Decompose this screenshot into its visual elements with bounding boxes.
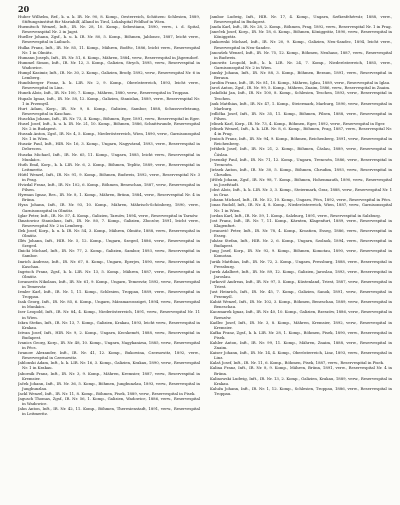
list-entry: Hüttl Wenzel, Inft., IR. Nr. 91, 9. Komp., Böhmen, Budweis, 1892, verw., Reservespital Nr. 3 in Prag. — [18, 171, 200, 182]
list-entry: Hyrman Ignaz, Res., IR. Nr. 8, 1. Komp., Mähren, Brünn, 1884, verw., Reservespital Nr. 4 in Brünn. — [18, 192, 200, 203]
list-entry: Ilnicki Michael, Inft., IR. Nr. 77, 2. Komp., Galizien, Sambor, 1893, verw., Reservespital in Sambor. — [18, 248, 200, 259]
list-entry: Ivanics Georg, Korp., IR. Nr. 48, 10. Komp., Ungarn, Nagykanizsa, 1885, verw., Reservespital in Pécs. — [18, 340, 200, 351]
list-entry: Hulka Franz, Inft., IR. Nr. 85, 11. Komp., Mähren, Bodřic, 1886, leicht verw., Reservespital Nr. 1 in Olmütz. — [18, 44, 200, 55]
list-entry: Ingrisch Franz, Zgsf., k. k. LIR. Nr. 13, 5. Komp., Mähren, 1887, verw., Reservespital in Olmütz. — [18, 268, 200, 279]
list-entry: Jurkovič Andreas, Inft., IR. Nr. 97, 5. Komp., Küstenland, Triest, 1887, verw., Reservespital in Triest. — [210, 278, 392, 289]
list-entry: Kaluža Johann, Inft., IR. Nr. 1, 12. Komp., Schlesien, Troppau, 1886, verw., Reservespital in Troppau. — [210, 385, 392, 396]
list-entry: Jelinek Karl, Korp., IR. Nr. 73, 4. Komp., Böhmen, Eger, 1892, verw., Reservespital in Eger. — [210, 120, 386, 126]
list-entry: Jaskólski Jan, Inft., IR. Nr. 100, 8. Komp., Schlesien, Teschen, 1893, verw., Reservespital in Teschen. — [210, 90, 392, 101]
list-entry: Jurek Adalbert, Inft., IR. Nr. 89, 12. Komp., Galizien, Jaroslau, 1893, verw., Reservespital in Jaroslau. — [210, 268, 392, 279]
list-entry: Iwanow Alexander, Inft., IR. Nr. 41, 12. Komp., Bukowina, Czernowitz, 1892, verw., Reservespital in Czernowitz. — [18, 350, 200, 361]
list-entry: Jarolím Franz, Inft., IR. Nr. 81, 10. Komp., Mähren, Iglau, 1889, verw., Reservespital in Iglau. — [210, 80, 391, 86]
list-entry: Kafka Franz, Zgsf., k. k. LIR. Nr. 28, 1. Komp., Böhmen, Pisek, 1890, verw., Reservespital in Pisek. — [210, 329, 392, 340]
list-entry: Jovanović Peter, Inft., IR. Nr. 78, 4. Komp., Kroatien, Esseg, 1886, verw., Reservespital in Esseg. — [210, 227, 392, 239]
list-entry: Iser Leopold, Inft., IR. Nr. 84, 4. Komp., Niederösterreich, 1891, verw., Reservespital Nr. 11 in Wien. — [18, 309, 200, 320]
list-entry: Janowitz Leopold, Inft., k. k. LIR. Nr. 24, 7. Komp., Niederösterreich, 1885, verw., Garnisonsspital Nr. 2 in Wien. — [210, 59, 392, 70]
list-entry: Jaborník Franz, Inft., IR. Nr. 3, 9. Komp., Mähren, Kremsier, 1887, verw., Reservespital in Kremsier. — [18, 370, 200, 381]
list-entry: Kadlec Josef, Inft., IR. Nr. 3, 8. Komp., Mähren, Kremsier, 1892, verw., Reservespital in Kremsier. — [210, 319, 392, 330]
list-entry: Hundsberger Franz, k. k. LIR. Nr. 2, 9. Komp., Oberösterreich, 1893, leicht verw., Reservespital in Linz. — [18, 80, 200, 91]
page-number: 20 — [18, 4, 30, 14]
list-entry: Hummel Simon, Inft., IR. Nr. 12, 3. Komp., Galizien, Strych, 1895, verw., Reservespital in Wadowice. — [18, 59, 200, 70]
list-entry: Jelínek Wenzel, Inft., k. k. LIR. Nr. 8, 6. Komp., Böhmen, Prag, 1887, verw., Reservespital Nr. 4 in Prag. — [210, 126, 392, 137]
list-entry: Huszár Paul, Inft., HIR. Nr. 16, 3. Komp., Ungarn, Nagyvárad, 1893, verw., Reservespital in Debrecen. — [18, 141, 200, 152]
list-entry: Jauk Matthias, Inft., IR. Nr. 47, 1. Komp., Steiermark, Marburg, 1890, verw., Reservespital in Marburg. — [210, 100, 392, 111]
list-entry: Illés Johann, Inft., HIR. Nr. 5, 12. Komp., Ungarn, Szeged, 1886, verw., Reservespital in Szeged. — [18, 238, 200, 249]
list-entry: Just Heinrich, Inft., IR. Nr. 45, 7. Komp., Galizien, Sanok, 1891, verw., Reservespital in Przemyśl. — [210, 289, 392, 300]
list-entry: Jablonski Adam, Inft., k. k. LIR. Nr. 16, 3. Komp., Galizien, Krakau, 1890, verw., Reservespital Nr. 1 in Krakau. — [18, 360, 200, 371]
list-entry: Jurák Matthias, Inft., IR. Nr. 72, 2. Komp., Ungarn, Pressburg, 1888, verw., Reservespital in Pressburg. — [210, 258, 392, 269]
list-entry: Kabát Wenzel, Inft., IR. Nr. 102, 3. Komp., Böhmen, Beneschau, 1889, verw., Reservespital in Beneschau. — [210, 299, 392, 310]
list-entry: Irmler Karl, Inft., IR. Nr. 1, 11. Komp., Schlesien, Troppau, 1889, verw., Reservespital in Troppau. — [18, 289, 200, 300]
list-entry: Jonas Rudolf, Inft., IR. Nr. 4, 8. Komp., Niederösterreich, Wien, 1887, verw., Garnisonsspital Nr. 1 in Wien. — [210, 202, 392, 213]
list-entry: Jedlička Josef, Inft., IR. Nr. 35, 11. Komp., Böhmen, Pilsen, 1888, verw., Reservespital in Pilsen. — [210, 110, 392, 121]
list-entry: Iglar Peter, Inft., IR. Nr. 57, 4. Komp., Galizien, Tarnów, 1894, verw., Reservespital in Tarnów. — [18, 212, 199, 218]
list-entry: Jaček Johann, Inft., IR. Nr. 36, 5. Komp., Böhmen, Jungbunzlau, 1893, verw., Reservespital in Jungbunzlau. — [18, 380, 200, 391]
list-entry: Jenisch Franz, Inft., IR. Nr. 94, 9. Komp., Böhmen, Reichenberg, 1891, verw., Reservespital in Reichenberg. — [210, 136, 392, 147]
list-entry: Huber Wilhelm, Ref., k. u. k. IR. Nr. 90, 8. Komp., Oesterreich, Schützen: Schlesien, 1889, Stiftungsinstitut für Mariahilf, Alland in Tirol, Lokalspital Feldhof in Wien. — [18, 14, 200, 25]
list-entry: Ihnatowicz Stanislaus, Inft., IR. Nr. 80, 7. Komp., Galizien, Złoczów, 1891, leicht verw., Reservespital Nr. 2 in Lemberg. — [18, 217, 200, 228]
list-entry: Jaroš Anton, Zgsf., IR. Nr. 99, 5. Komp., Mähren, Znaim, 1886, verw., Reservespital in Znaim. — [210, 85, 391, 91]
list-entry: Kaczmarek Ignaz, Inft., IR. Nr. 40, 10. Komp., Galizien, Rzeszów, 1886, verw., Reservespital in Rzeszów. — [210, 309, 392, 320]
list-entry: Janský Johann, Inft., IR. Nr. 88, 3. Komp., Böhmen, Beraun, 1891, verw., Reservespital in Beraun. — [210, 70, 392, 81]
left-column — [18, 14, 200, 500]
list-entry: Jesenský Paul, Inft., IR. Nr. 71, 12. Komp., Ungarn, Trencsén, 1886, verw., Reservespital in Trencsén. — [210, 156, 392, 167]
list-entry: Kalinowski Ludwig, Inft., IR. Nr. 13, 2. Komp., Galizien, Krakau, 1889, verw., Reservespital in Krakau. — [210, 375, 392, 386]
list-entry: Jankowski Michael, Inft., IR. Nr. 20, 9. Komp., Galizien, Neu-Sandec, 1894, leicht verw., Reservespital in Neu-Sandec. — [210, 39, 392, 50]
list-entry: Huth Emil, Korp., k. k. LIR. Nr. 6, 2. Komp., Böhmen, Teplitz, 1889, verw., Reservespital in Leitmeritz. — [18, 161, 200, 172]
list-entry: Hussak Anton, Zgsf., IR. Nr. 4, 5. Komp., Niederösterreich, Wien, 1890, verw., Garnisonsspital Nr. 1 in Wien. — [18, 131, 200, 142]
list-entry: Huemitsch Wenzel, Inft., IR. Nr. 28, 10. Komp., Sebestianu, 1890, verw., i. d. Spital, Reservenspital Nr. 2 in Jagst. — [18, 24, 200, 35]
list-entry: Imrich Andreas, Inft., IR. Nr. 67, 8. Komp., Ungarn, Eperjes, 1890, verw., Reservespital in Kaschau. — [18, 258, 200, 269]
list-entry: Ilek Josef, Korp., k. u. k. IR. Nr. 54, 3. Komp., Mähren, Olmütz, 1888, verw., Reservespital in Olmütz. — [18, 227, 200, 239]
list-entry: Hvizdal Franz, Inft., IR. Nr. 102, 6. Komp., Böhmen, Beneschau, 1887, verw., Reservespital in Pilsen. — [18, 182, 200, 193]
list-entry: Istvan Josef, Inft., HIR. Nr. 9, 2. Komp., Ungarn, Kecskemét, 1888, verw., Reservespital in Budapest. — [18, 329, 200, 340]
list-entry: Jagusch Thomas, Zgsf., IR. Nr. 56, 1. Komp., Galizien, Wadowice, 1886, verw., Reservespital in Wadowice. — [18, 396, 200, 407]
list-entry: Humann Joseph, Inft., IR. Nr. 51, 6. Komp., Mähren, 1884, verw., Reservespital in Jägerndorf. — [18, 54, 199, 60]
list-entry: Jirásek Anton, Inft., IR. Nr. 30, 5. Komp., Böhmen, Chrudim, 1893, verw., Reservespital in Chrudim. — [210, 166, 392, 177]
list-entry: Iskra Stefan, Inft., IR. Nr. 13, 7. Komp., Galizien, Krakau, 1893, leicht verw., Reservespital in Krakau. — [18, 319, 200, 330]
list-entry: Jiříček Johann, Zgsf., IR. Nr. 98, 7. Komp., Böhmen, Hohenmauth, 1890, verw., Reservespital in Josefstadt. — [210, 177, 392, 188]
list-entry: Huschka Johann, Inft., IR. Nr. 73, 4. Komp., Böhmen, Eger, 1891, verw., Reservespital in Eger. — [18, 115, 200, 121]
list-entry: Hyza Johann, Inft., IR. Nr. 93, 10. Komp., Mähren, Mährisch-Schönberg, 1890, verw., Garnisonsspital in Olmütz. — [18, 202, 200, 213]
list-entry: Jost Franz, Inft., IR. Nr. 7, 11. Komp., Kärnten, Klagenfurt, 1889, verw., Reservespital in Klagenfurt. — [210, 217, 392, 228]
list-entry: Hurt Adam, Korp., IR. Nr. 9, 8. Komp., Galizien, Sambor, 1888, Schussverletzung, Reservespital in Kaschau. — [18, 105, 200, 116]
list-columns — [18, 14, 392, 500]
list-entry: Janoušek Wenzel, Inft., IR. Nr. 75, 12. Komp., Böhmen, Neuhaus, 1887, verw., Reservespital in Budweis. — [210, 49, 392, 60]
list-entry: Jung Josef, Korp., IR. Nr. 92, 9. Komp., Böhmen, Komotau, 1890, verw., Reservespital in Komotau. — [210, 248, 392, 259]
list-entry: Jeřábek Josef, Inft., IR. Nr. 21, 2. Komp., Böhmen, Čáslau, 1889, verw., Reservespital in Čáslau. — [210, 146, 392, 157]
list-entry: Jahn Anton, Inft., IR. Nr. 42, 11. Komp., Böhmen, Theresienstadt, 1891, verw., Reservespital in Leitmeritz. — [18, 406, 200, 417]
list-entry: Hunek Alois, Inft., IR. Nr. 100, 7. Komp., Mähren, 1880, verw., Reservespital in Troppau. — [18, 90, 190, 96]
list-entry: Hupalo Ignaz, Inft., IR. Nr. 58, 12. Komp., Galizien, Stanislau, 1889, verw., Reservespital Nr. 1 in Przemyśl. — [18, 95, 200, 106]
list-entry: Kaiser Johann, Inft., IR. Nr. 14, 4. Komp., Oberösterreich, Linz, 1893, verw., Reservespital in Linz. — [210, 350, 392, 361]
list-entry: Janeček Josef, Korp., IR. Nr. 18, 6. Komp., Böhmen, Königgrätz, 1890, verw., Reservespital in Königgrätz. — [210, 29, 392, 40]
list-entry: Iovanovits Nikolaus, Inft., IR. Nr. 61, 9. Komp., Ungarn, Temesvár, 1892, verw., Reservespital in Temesvár. — [18, 278, 200, 289]
list-entry: Kahler Anton, Inft., IR. Nr. 99, 11. Komp., Mähren, Znaim, 1888, verw., Reservespital in Znaim. — [210, 340, 392, 351]
list-entry: Kalaš Josef, Inft., IR. Nr. 11, 6. Komp., Böhmen, Pisek, 1887, verw., Reservespital in Pisek. — [210, 360, 385, 366]
list-entry: Husel Josef, Inft., k. u. k. IR. Nr. 21, 10. Komp., Böhmen, 1886, Schnittwunde, Reservespital Nr. 2 in Budapest. — [18, 120, 200, 132]
list-entry: Jobst Alois, Inft., k. k. LIR. Nr. 3, 3. Komp., Steiermark, Graz, 1888, verw., Reservespital Nr. 1 in Graz. — [210, 187, 392, 198]
list-entry: Jackl Wenzel, Inft., IR. Nr. 11, 8. Komp., Böhmen, Pisek, 1889, verw., Reservespital in Pisek. — [18, 390, 196, 396]
list-entry: Juhász Stefan, Inft., HIR. Nr. 2, 6. Komp., Ungarn, Szolnok, 1894, verw., Reservespital in Budapest. — [210, 238, 392, 249]
list-entry: Jambor Ludwig, Inft., HIR. Nr. 17, 4. Komp., Ungarn, Székesfehérvár, 1888, verw., Reservespital in Budapest. — [210, 14, 392, 25]
list-entry: Johann Michael, Inft., IR. Nr. 52, 10. Komp., Ungarn, Pécs, 1892, verw., Reservespital in Pécs. — [210, 197, 392, 203]
list-entry: Huszka Michael, Inft., IR. Nr. 65, 11. Komp., Ungarn, 1885, leicht verw., Reservespital in Munkács. — [18, 151, 200, 162]
list-entry: Isak Georg, Inft., IR. Nr. 85, 6. Komp., Ungarn, Máramarossziget, 1894, verw., Reservespital in Munkács. — [18, 299, 200, 310]
list-entry: Janda Karl, Inft., IR. Nr. 28, 2. Komp., Böhmen, Prag, 1892, verw., Reservespital Nr. 1 in Prag. — [210, 24, 392, 30]
right-column — [210, 14, 392, 500]
list-entry: Humpl Kasimir, Inft., IR. Nr. 30, 2. Komp., Galizien, Brody, 1892, verw., Reservespital Nr. 6 in Lemberg. — [18, 70, 200, 81]
list-entry: Hueller Johann, Zgsf., k. u. k. IR. Nr. 80, 5. Komp., Böhmen, Jablonec, 1887, leicht verw., Reservespital in Laibach. — [18, 34, 200, 45]
list-entry: Jordan Karl, Inft., IR. Nr. 59, 1. Komp., Salzburg, 1891, verw., Reservespital in Salzburg. — [210, 212, 381, 218]
list-entry: Kalina Franz, Inft., IR. Nr. 8, 9. Komp., Mähren, Brünn, 1891, verw., Reservespital Nr. 4 in Brünn. — [210, 365, 392, 376]
